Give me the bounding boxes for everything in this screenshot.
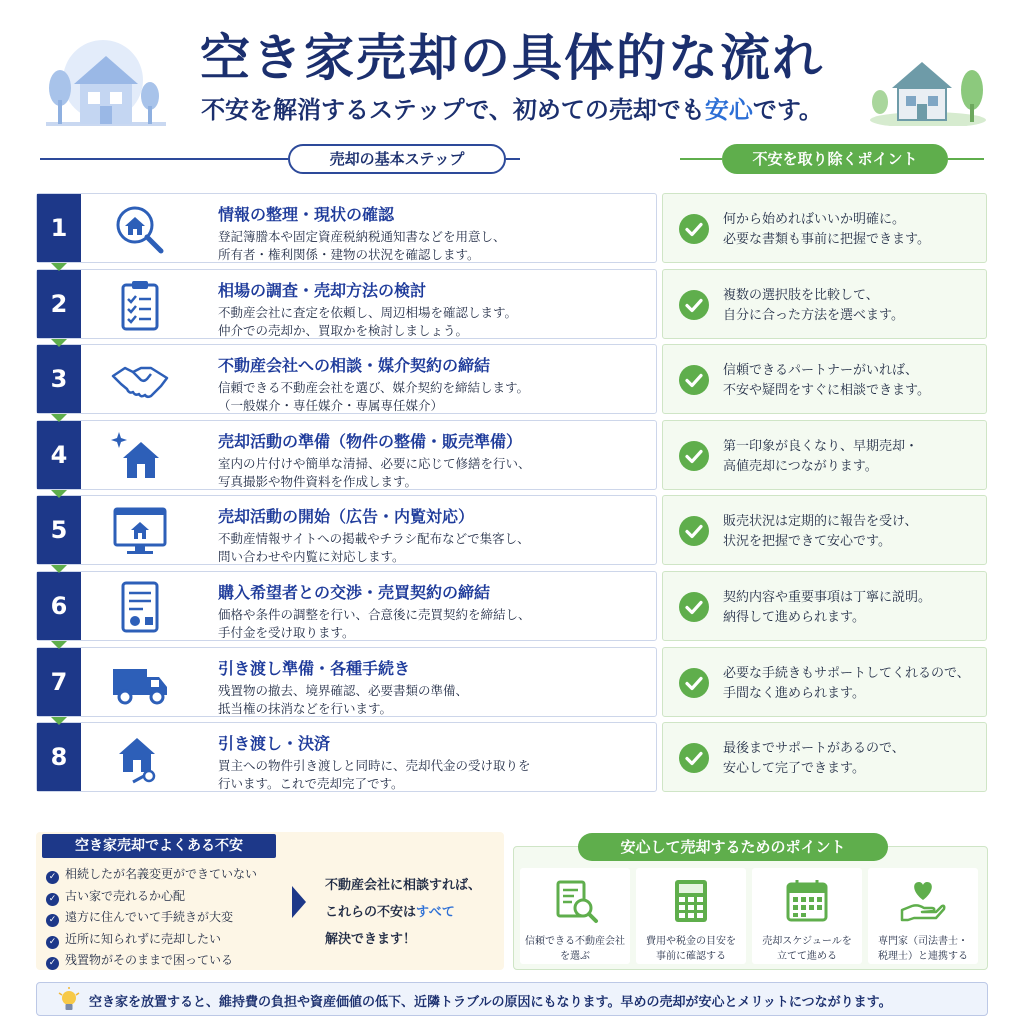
- step-card: [36, 269, 657, 339]
- reassurance-point: [662, 269, 987, 339]
- calendar-icon: [782, 876, 832, 926]
- point-text: 必要な手続きもサポートしてくれるので、 手間なく進められます。: [723, 666, 970, 701]
- point-text: 契約内容や重要事項は丁寧に説明。 納得して進められます。: [723, 590, 932, 625]
- step-card: [36, 722, 657, 792]
- calculator-icon: [666, 876, 716, 926]
- step-card: [36, 647, 657, 717]
- check-icon: ✓: [46, 936, 59, 949]
- step-title: 相場の調査・売却方法の検討: [218, 281, 427, 300]
- point-text: 販売状況は定期的に報告を受け、 状況を把握できて安心です。: [723, 514, 918, 549]
- down-arrow-icon: [51, 414, 67, 422]
- point-text: 最後までサポートがあるので、 安心して完了できます。: [723, 741, 905, 776]
- worry-text: 相続したが名義変更ができていない: [65, 867, 258, 881]
- check-icon: ✓: [46, 914, 59, 927]
- check-icon: ✓: [46, 957, 59, 970]
- tip-card: [868, 868, 978, 964]
- house-illustration-right: [866, 54, 986, 126]
- section-divider-green-left: [680, 158, 722, 160]
- list-item: [46, 886, 257, 908]
- step-title: 引き渡し・決済: [218, 734, 331, 753]
- worry-text: 古い家で売れるか心配: [65, 888, 186, 903]
- clipboard-checklist-icon: [111, 277, 169, 333]
- handshake-icon: [111, 352, 169, 408]
- reassurance-point: [662, 571, 987, 641]
- tip-label: 専門家（司法書士・ 税理士）と連携する: [878, 936, 968, 962]
- reassurance-point: [662, 420, 987, 490]
- answer-line-1: 不動産会社に相談すれば、: [325, 878, 482, 893]
- reassurance-point: [662, 193, 987, 263]
- step-description: 価格や条件の調整を行い、合意後に売買契約を締結し、 手付金を受け取ります。: [218, 607, 531, 640]
- tip-card: [752, 868, 862, 964]
- section-divider-mid: [506, 158, 520, 160]
- down-arrow-icon: [51, 717, 67, 725]
- footer-note: [36, 982, 988, 1016]
- point-text: 何から始めればいいか明確に。 必要な書類も事前に把握できます。: [723, 212, 930, 247]
- step-number: 5: [37, 496, 81, 564]
- reassurance-point: [662, 722, 987, 792]
- contract-document-icon: [111, 579, 169, 635]
- down-arrow-icon: [51, 641, 67, 649]
- down-arrow-icon: [51, 490, 67, 498]
- subtitle-text: 不安を解消するステップで、初めての売却でも: [201, 95, 705, 124]
- subtitle-end: です。: [752, 95, 823, 124]
- step-card: [36, 193, 657, 263]
- subtitle-accent: 安心: [704, 95, 753, 124]
- step-number: 3: [37, 345, 81, 413]
- sparkle-house-icon: [111, 428, 169, 484]
- step-number: 6: [37, 572, 81, 640]
- down-arrow-icon: [51, 263, 67, 271]
- step-description: 残置物の撤去、境界確認、必要書類の準備、 抵当権の抹消などを行います。: [218, 683, 469, 716]
- step-number: 7: [37, 648, 81, 716]
- check-circle-icon: [678, 515, 710, 547]
- common-worries-title: 空き家売却でよくある不安: [42, 834, 276, 858]
- moving-truck-icon: [111, 655, 169, 711]
- check-icon: ✓: [46, 871, 59, 884]
- down-arrow-icon: [51, 565, 67, 573]
- steps-section-label: 売却の基本ステップ: [288, 144, 506, 174]
- step-description: 不動産情報サイトへの掲載やチラシ配布などで集客し、 問い合わせや内覧に対応します。: [218, 531, 530, 564]
- check-circle-icon: [678, 591, 710, 623]
- step-number: 4: [37, 421, 81, 489]
- footer-text: 空き家を放置すると、維持費の負担や資産価値の低下、近隣トラブルの原因にもなります。早めの売却が安心とメリットにつながります。: [89, 995, 892, 1010]
- answer-line-2: [325, 899, 481, 926]
- step-card: [36, 571, 657, 641]
- section-divider-green-right: [948, 158, 984, 160]
- tips-title: 安心して売却するためのポイント: [578, 833, 888, 861]
- answer-line-2-accent: すべて: [416, 905, 455, 920]
- list-item: [46, 907, 257, 929]
- answer-line-3: 解決できます！: [325, 932, 417, 947]
- step-title: 売却活動の開始（広告・内覧対応）: [218, 507, 475, 526]
- list-item: [46, 929, 257, 951]
- point-text: 信頼できるパートナーがいれば、 不安や疑問をすぐに相談できます。: [723, 363, 930, 398]
- step-description: 室内の片付けや簡単な清掃、必要に応じて修繕を行い、 写真撮影や物件資料を作成します。: [218, 456, 531, 489]
- reassurance-point: [662, 647, 987, 717]
- tip-label: 信頼できる不動産会社 を選ぶ: [525, 936, 625, 962]
- step-title: 購入希望者との交渉・売買契約の締結: [218, 583, 491, 602]
- check-circle-icon: [678, 213, 710, 245]
- house-magnifier-icon: [111, 201, 169, 257]
- check-circle-icon: [678, 667, 710, 699]
- list-item: [46, 864, 257, 886]
- tip-label: 売却スケジュールを 立てて進める: [762, 936, 852, 962]
- step-title: 情報の整理・現状の確認: [218, 205, 395, 224]
- lightbulb-icon: [57, 987, 81, 1013]
- answer-line-2-text: これらの不安は: [325, 905, 417, 920]
- worry-text: 残置物がそのままで困っている: [65, 953, 234, 967]
- point-text: 複数の選択肢を比較して、 自分に合った方法を選べます。: [723, 288, 904, 323]
- reassurance-point: [662, 344, 987, 414]
- worries-answer: [325, 872, 481, 953]
- monitor-house-icon: [111, 503, 169, 559]
- tip-card: [636, 868, 746, 964]
- arrow-right-icon: [292, 886, 306, 918]
- step-title: 不動産会社への相談・媒介契約の締結: [218, 356, 491, 375]
- heart-hand-icon: [898, 876, 948, 926]
- tip-card: [520, 868, 630, 964]
- step-number: 8: [37, 723, 81, 791]
- point-text: 第一印象が良くなり、早期売却・ 高値売却につながります。: [723, 439, 919, 474]
- document-search-icon: [550, 876, 600, 926]
- points-section-label: 不安を取り除くポイント: [722, 144, 948, 174]
- step-card: [36, 420, 657, 490]
- common-worries-list: [46, 864, 257, 972]
- worry-text: 遠方に住んでいて手続きが大変: [65, 910, 234, 924]
- step-card: [36, 495, 657, 565]
- step-number: 2: [37, 270, 81, 338]
- step-description: 買主への物件引き渡しと同時に、売却代金の受け取りを 行います。これで売却完了です。: [218, 758, 531, 791]
- check-circle-icon: [678, 742, 710, 774]
- step-description: 信頼できる不動産会社を選び、媒介契約を締結します。 （一般媒介・専任媒介・専属専任媒介）: [218, 380, 530, 413]
- header: [0, 0, 1024, 140]
- list-item: [46, 950, 257, 972]
- step-card: [36, 344, 657, 414]
- step-title: 引き渡し準備・各種手続き: [218, 659, 411, 678]
- step-description: 不動産会社に査定を依頼し、周辺相場を確認します。 仲介での売却か、買取かを検討しましょう。: [218, 305, 518, 338]
- check-circle-icon: [678, 289, 710, 321]
- section-divider-left: [40, 158, 288, 160]
- reassurance-point: [662, 495, 987, 565]
- check-icon: ✓: [46, 893, 59, 906]
- step-title: 売却活動の準備（物件の整備・販売準備）: [218, 432, 523, 451]
- check-circle-icon: [678, 364, 710, 396]
- house-key-icon: [111, 730, 169, 786]
- tip-label: 費用や税金の目安を 事前に確認する: [646, 936, 736, 962]
- worry-text: 近所に知られずに売却したい: [65, 931, 222, 946]
- down-arrow-icon: [51, 339, 67, 347]
- page-title: 空き家売却の具体的な流れ: [200, 28, 824, 87]
- check-circle-icon: [678, 440, 710, 472]
- step-number: 1: [37, 194, 81, 262]
- step-description: 登記簿謄本や固定資産税納税通知書などを用意し、 所有者・権利関係・建物の状況を確認します。: [218, 229, 506, 262]
